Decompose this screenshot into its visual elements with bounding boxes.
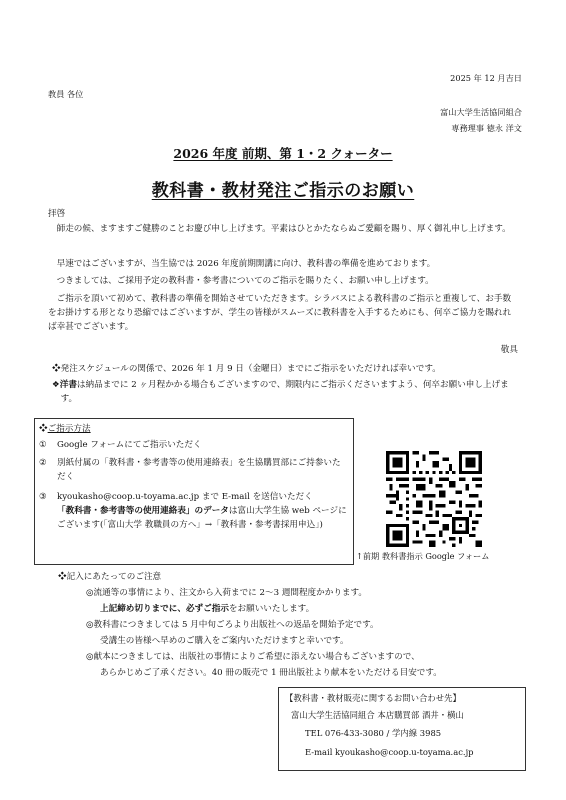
method-number: ① xyxy=(39,440,47,450)
heading-text: ご指示方法 xyxy=(47,424,91,434)
entry-notes-heading: ❖記入にあたってのご注意 xyxy=(58,572,162,582)
heading-mark: ❖ xyxy=(39,424,48,434)
note-mark: ❖ xyxy=(52,380,60,390)
usage-form-data-text: は富山大学生協 web ページにございます(「富山大学 教職員の方へ」→「教科書・参考書採用申込」) xyxy=(57,506,347,530)
document-title: 教科書・教材発注ご指示のお願い xyxy=(151,181,415,201)
sender-person: 専務理事 徳永 洋文 xyxy=(451,123,522,133)
foreign-books-label: 洋書 xyxy=(59,380,77,390)
recipient: 教員 各位 xyxy=(48,89,84,99)
sender-org: 富山大学生活協同組合 xyxy=(440,107,522,117)
entry-note-2: ◎教科書につきましては 5 月中旬ごろより出版社への返品を開始予定です。 xyxy=(86,620,379,630)
deadline-text: をお願いいたします。 xyxy=(228,604,315,614)
entry-note-3: ◎献本につきましては、出版社の事情によりご希望に添えない場合もございますので、 xyxy=(86,652,420,662)
instruction-methods-heading xyxy=(39,422,91,434)
body-paragraph-4: ご指示を頂いて初めて、教科書の準備を開始させていただきます。シラバスによる教科書のご指示と重複して、お手数をお掛けする形となり恐縮ではございますが、学生の皆様がスムーズに教科書を入手するためにも、何卒ご協力を賜れれば幸甚でございます。 xyxy=(48,294,512,332)
closing: 敬具 xyxy=(500,345,518,355)
contact-email[interactable]: E-mail kyoukasho@coop.u-toyama.ac.jp xyxy=(305,747,474,757)
issue-date: 2025 年 12 月吉日 xyxy=(450,73,522,83)
schedule-note: ❖発注スケジュールの関係で、2026 年 1 月 9 日（金曜日）までにご指示をいただければ幸いです。 xyxy=(52,364,441,374)
foreign-books-text: は納品までに 2 ヶ月程かかる場合もございますので、期限内にご指示くださいますよう、何卒お願い申し上げます。 xyxy=(60,380,509,404)
entry-note-1-cont xyxy=(100,603,314,615)
entry-note-2-cont: 受講生の皆様へ早めのご購入をご案内いただけますと幸いです。 xyxy=(100,636,349,646)
entry-note-1: ◎流通等の事情により、注文から入荷までに 2～3 週間程度かかります。 xyxy=(86,588,368,598)
method-number: ③ xyxy=(39,492,47,502)
salutation: 拝啓 xyxy=(48,209,66,219)
body-paragraph-1: 師走の候、ますますご健勝のことお慶び申し上げます。平素はひとかたならぬご愛顧を賜り、厚く御礼申し上げます。 xyxy=(56,224,511,234)
usage-form-data-label: 「教科書・参考書等の使用連絡表」のデータ xyxy=(57,506,229,516)
contact-box xyxy=(278,687,526,771)
qr-caption: ↑前期 教科書指示 Google フォーム xyxy=(356,551,490,561)
method-text: kyoukasho@coop.u-toyama.ac.jp まで E-mail を送信いただく xyxy=(57,492,313,502)
contact-department: 富山大学生活協同組合 本店購買部 酒井・横山 xyxy=(291,710,464,720)
body-paragraph-2: 早速ではございますが、当生協では 2026 年度前期開講に向け、教科書の準備を進めております。 xyxy=(56,259,436,269)
method-text: 別紙付属の「教科書・参考書等の使用連絡表」を生協購買部にご持参いただく xyxy=(57,458,341,482)
qr-code[interactable] xyxy=(386,451,482,547)
method-text: Google フォームにてご指示いただく xyxy=(57,440,202,450)
contact-heading: 【教科書・教材販売に関するお問い合わせ先】 xyxy=(285,693,461,703)
method-number: ② xyxy=(39,458,47,468)
foreign-books-note xyxy=(52,378,521,406)
deadline-emphasis: 上記締め切りまでに、必ずご指示 xyxy=(100,604,229,614)
body-paragraph-3: つきましては、ご採用予定の教科書・参考書についてのご指示を賜りたく、お願い申し上げます。 xyxy=(56,276,434,286)
entry-note-3-cont: あらかじめご了承ください。40 冊の販売で 1 冊出版社より献本をいただける目安です。 xyxy=(100,668,442,678)
contact-telephone: TEL 076-433-3080 / 学内線 3985 xyxy=(305,728,442,738)
instruction-methods-box xyxy=(34,418,354,565)
document-subtitle: 2026 年度 前期、第 1・2 クォーター xyxy=(173,146,393,161)
